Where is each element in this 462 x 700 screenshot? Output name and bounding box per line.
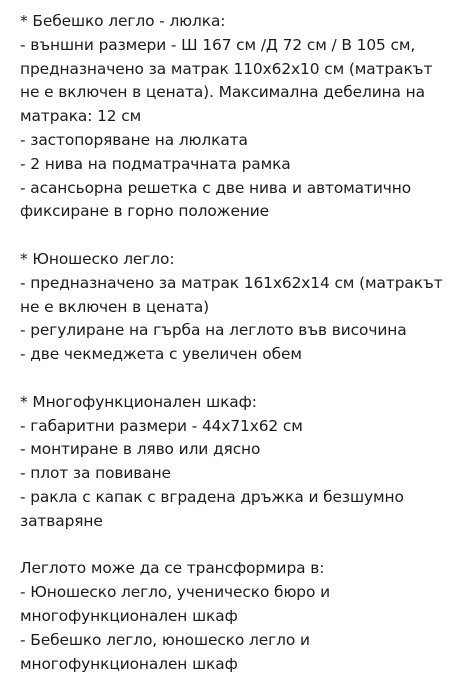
section-heading: * Бебешко легло - люлка:	[20, 12, 226, 30]
list-item: - предназначено за матрак 161х62х14 см (матракът не е включен в цената)	[20, 273, 443, 316]
list-item: - Юношеско легло, ученическо бюро и многофункционален шкаф	[20, 583, 330, 625]
section-transformations	[20, 557, 456, 676]
section-heading: * Многофункционален шкаф:	[20, 392, 257, 411]
section-youth-bed	[20, 248, 456, 367]
list-item: - ракла с капак с вградена дръжка и безшумно затваряне	[20, 487, 404, 530]
list-item: - външни размери - Ш 167 см /Д 72 см / В 105 см, предназначено за матрак 110х62х10 см (матракът не е включен в цената). Максимална дебелина на матрака: 12 см	[20, 35, 433, 126]
section-baby-cradle	[20, 10, 456, 224]
list-item: - 2 нива на подматрачната рамка	[20, 154, 291, 173]
list-item: - плот за повиване	[20, 464, 171, 483]
list-item: - Бебешко легло, юношеско легло и многофункционален шкаф	[20, 630, 310, 673]
list-item: - асансьорна решетка с две нива и автоматично фиксиране в горно положение	[20, 178, 412, 221]
list-item: - монтиране в ляво или дясно	[20, 440, 261, 459]
list-item: - две чекмеджета с увеличен обем	[20, 345, 302, 364]
section-heading: * Юношеско легло:	[20, 249, 175, 268]
list-item: - регулиране на гърба на леглото във височина	[20, 321, 407, 340]
list-item: - габаритни размери - 44х71х62 см	[20, 416, 303, 435]
list-item: - застопоряване на люлката	[20, 130, 248, 149]
section-multifunctional-cabinet	[20, 391, 456, 534]
product-description	[20, 10, 456, 676]
section-heading: Леглото може да се трансформира в:	[20, 559, 325, 578]
